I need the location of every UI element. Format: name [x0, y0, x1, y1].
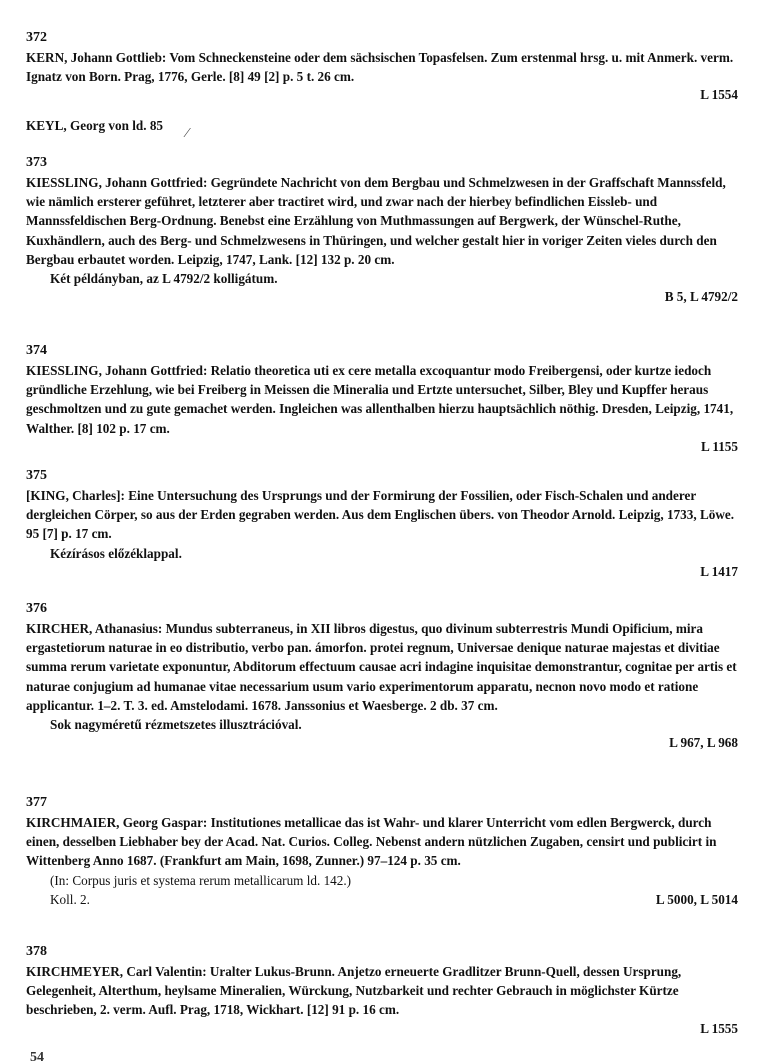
entry-text: KERN, Johann Gottlieb: Vom Schneckensteine oder dem sächsischen Topasfelsen. Zum erstenmal hrsg. u. mit Anmerk. verm. Ignatz von Born. Prag, 1776, Gerle. [8] 49 [2] p. 5 t. 26 cm. — [26, 50, 734, 85]
catalog-entry-376 — [26, 601, 738, 752]
catalog-entry-375 — [26, 468, 738, 581]
entry-number: 378 — [26, 944, 47, 959]
entry-number: 375 — [26, 468, 47, 483]
entry-note: (In: Corpus juris et systema rerum metallicarum ld. 142.) — [50, 872, 352, 888]
entry-text: KIRCHMAIER, Georg Gaspar: Institutiones metallicae das ist Wahr- und klarer Unterricht vom edlen Bergwerck, durch einen, desselben Liebhaber bey der Acad. Nat. Curios. Colleg. Nebenst andern nützlichen Zugaben, censirt und publicirt in Wittenberg Anno 1687. (Frankfurt am Main, 1698, Zunner.) 97–124 p. 35 cm. — [26, 815, 717, 869]
entry-shelfmark: L 1555 — [700, 1020, 738, 1036]
entry-shelfmark: L 1417 — [700, 563, 738, 579]
entry-number: 373 — [26, 155, 47, 170]
cross-reference: KEYL, Georg von ld. 85 — [26, 118, 164, 133]
entry-text: KIESSLING, Johann Gottfried: Gegründete Nachricht von dem Bergbau und Schmelzwesen in der Graffschaft Mannssfeld, wie nämlich ersterer geführet, letzterer aber tractiret wird, und zwar nach der hierbey befindlichen Eissleb- und Mannssfeldischen Berg-Ordnung. Benebst eine Erzählung von Muthmassungen auf Bergwerk, der Wünschel-Ruthe, Kuxhändlern, auch des Berg- und Schmelzwesens in Thüringen, und welcher gestalt hier in voriger Zeiten vieles durch den Bergbau erbautet worden. Leipzig, 1747, Lank. [12] 132 p. 20 cm. — [26, 175, 726, 267]
entry-note: Sok nagyméretű rézmetszetes illusztrációval. — [50, 717, 302, 733]
entry-shelfmark: L 5000, L 5014 — [655, 891, 738, 907]
entry-shelfmark: B 5, L 4792/2 — [664, 289, 738, 305]
entry-number: 372 — [26, 30, 47, 45]
entry-note: Kézírásos előzéklappal. — [50, 545, 182, 561]
catalog-entry-377 — [26, 795, 738, 909]
entry-number: 377 — [26, 795, 47, 810]
entry-text: KIRCHER, Athanasius: Mundus subterraneus, in XII libros digestus, quo divinum subterrestris Mundi Opificium, mira ergastetiorum naturae in eo distributio, verbo pan. ámorfon. protei regnum, Universae denique naturae majestas et divitiae summa rerum varietate exponuntur, Abditorum effectuum causae acri indagine inquisitae demonstrantur, cognitae per artis et naturae conjugium ad humanae vitae necessarium usum vario experimentorum apparatu, necnon novo modo et ratione applicantur. 1–2. T. 3. ed. Amstelodami. 1678. Janssonius et Waesberge. 2 db. 37 cm. — [26, 621, 737, 713]
catalog-entry-374 — [26, 343, 738, 456]
entry-shelfmark: L 967, L 968 — [669, 735, 738, 751]
entry-text: KIESSLING, Johann Gottfried: Relatio theoretica uti ex cere metalla excoquantur modo Freibergensi, oder kurtze iedoch gründliche Erzehlung, wie bei Freiberg in Meissen die Mineralia und Ertzte untersuchet, Silber, Bley und Kupffer heraus geschmoltzen und zu gute gemachet werden. Ingleichen was allenthalben hierzu hauptsächlich nöthig. Dresden, Leipzig, 1741, Walther. [8] 102 p. 17 cm. — [26, 363, 734, 436]
entry-number: 374 — [26, 343, 47, 358]
entry-shelfmark: L 1554 — [700, 87, 738, 103]
page-footer-number: 54 — [30, 1050, 44, 1063]
entry-text: [KING, Charles]: Eine Untersuchung des Ursprungs und der Formirung der Fossilien, oder Fisch-Schalen und anderer dergleichen Cörper, so aus der Erden gegraben werden. Aus dem Englischen übers. von Theodor Arnold. Leipzig, 1733, Löwe. 95 [7] p. 17 cm. — [26, 488, 735, 542]
stray-mark: ⁄ — [186, 126, 189, 141]
entry-number: 376 — [26, 601, 47, 616]
entry-note: Két példányban, az L 4792/2 kolligátum. — [50, 271, 278, 287]
entry-text: KIRCHMEYER, Carl Valentin: Uralter Lukus-Brunn. Anjetzo erneuerte Gradlitzer Brunn-Quell, dessen Ursprung, Gelegenheit, Alterthum, heylsame Mineralien, Würckung, Nutzbarkeit und rechter Gebrauch in möglichster Kürtze beschrieben, 2. verm. Aufl. Prag, 1718, Wickhart. [12] 91 p. 16 cm. — [26, 964, 682, 1018]
entry-note: Koll. 2. — [50, 891, 90, 907]
catalog-entry-378 — [26, 944, 738, 1038]
entry-shelfmark: L 1155 — [700, 438, 738, 454]
catalog-entry-373 — [26, 155, 738, 306]
catalog-entry-372 — [26, 30, 738, 104]
